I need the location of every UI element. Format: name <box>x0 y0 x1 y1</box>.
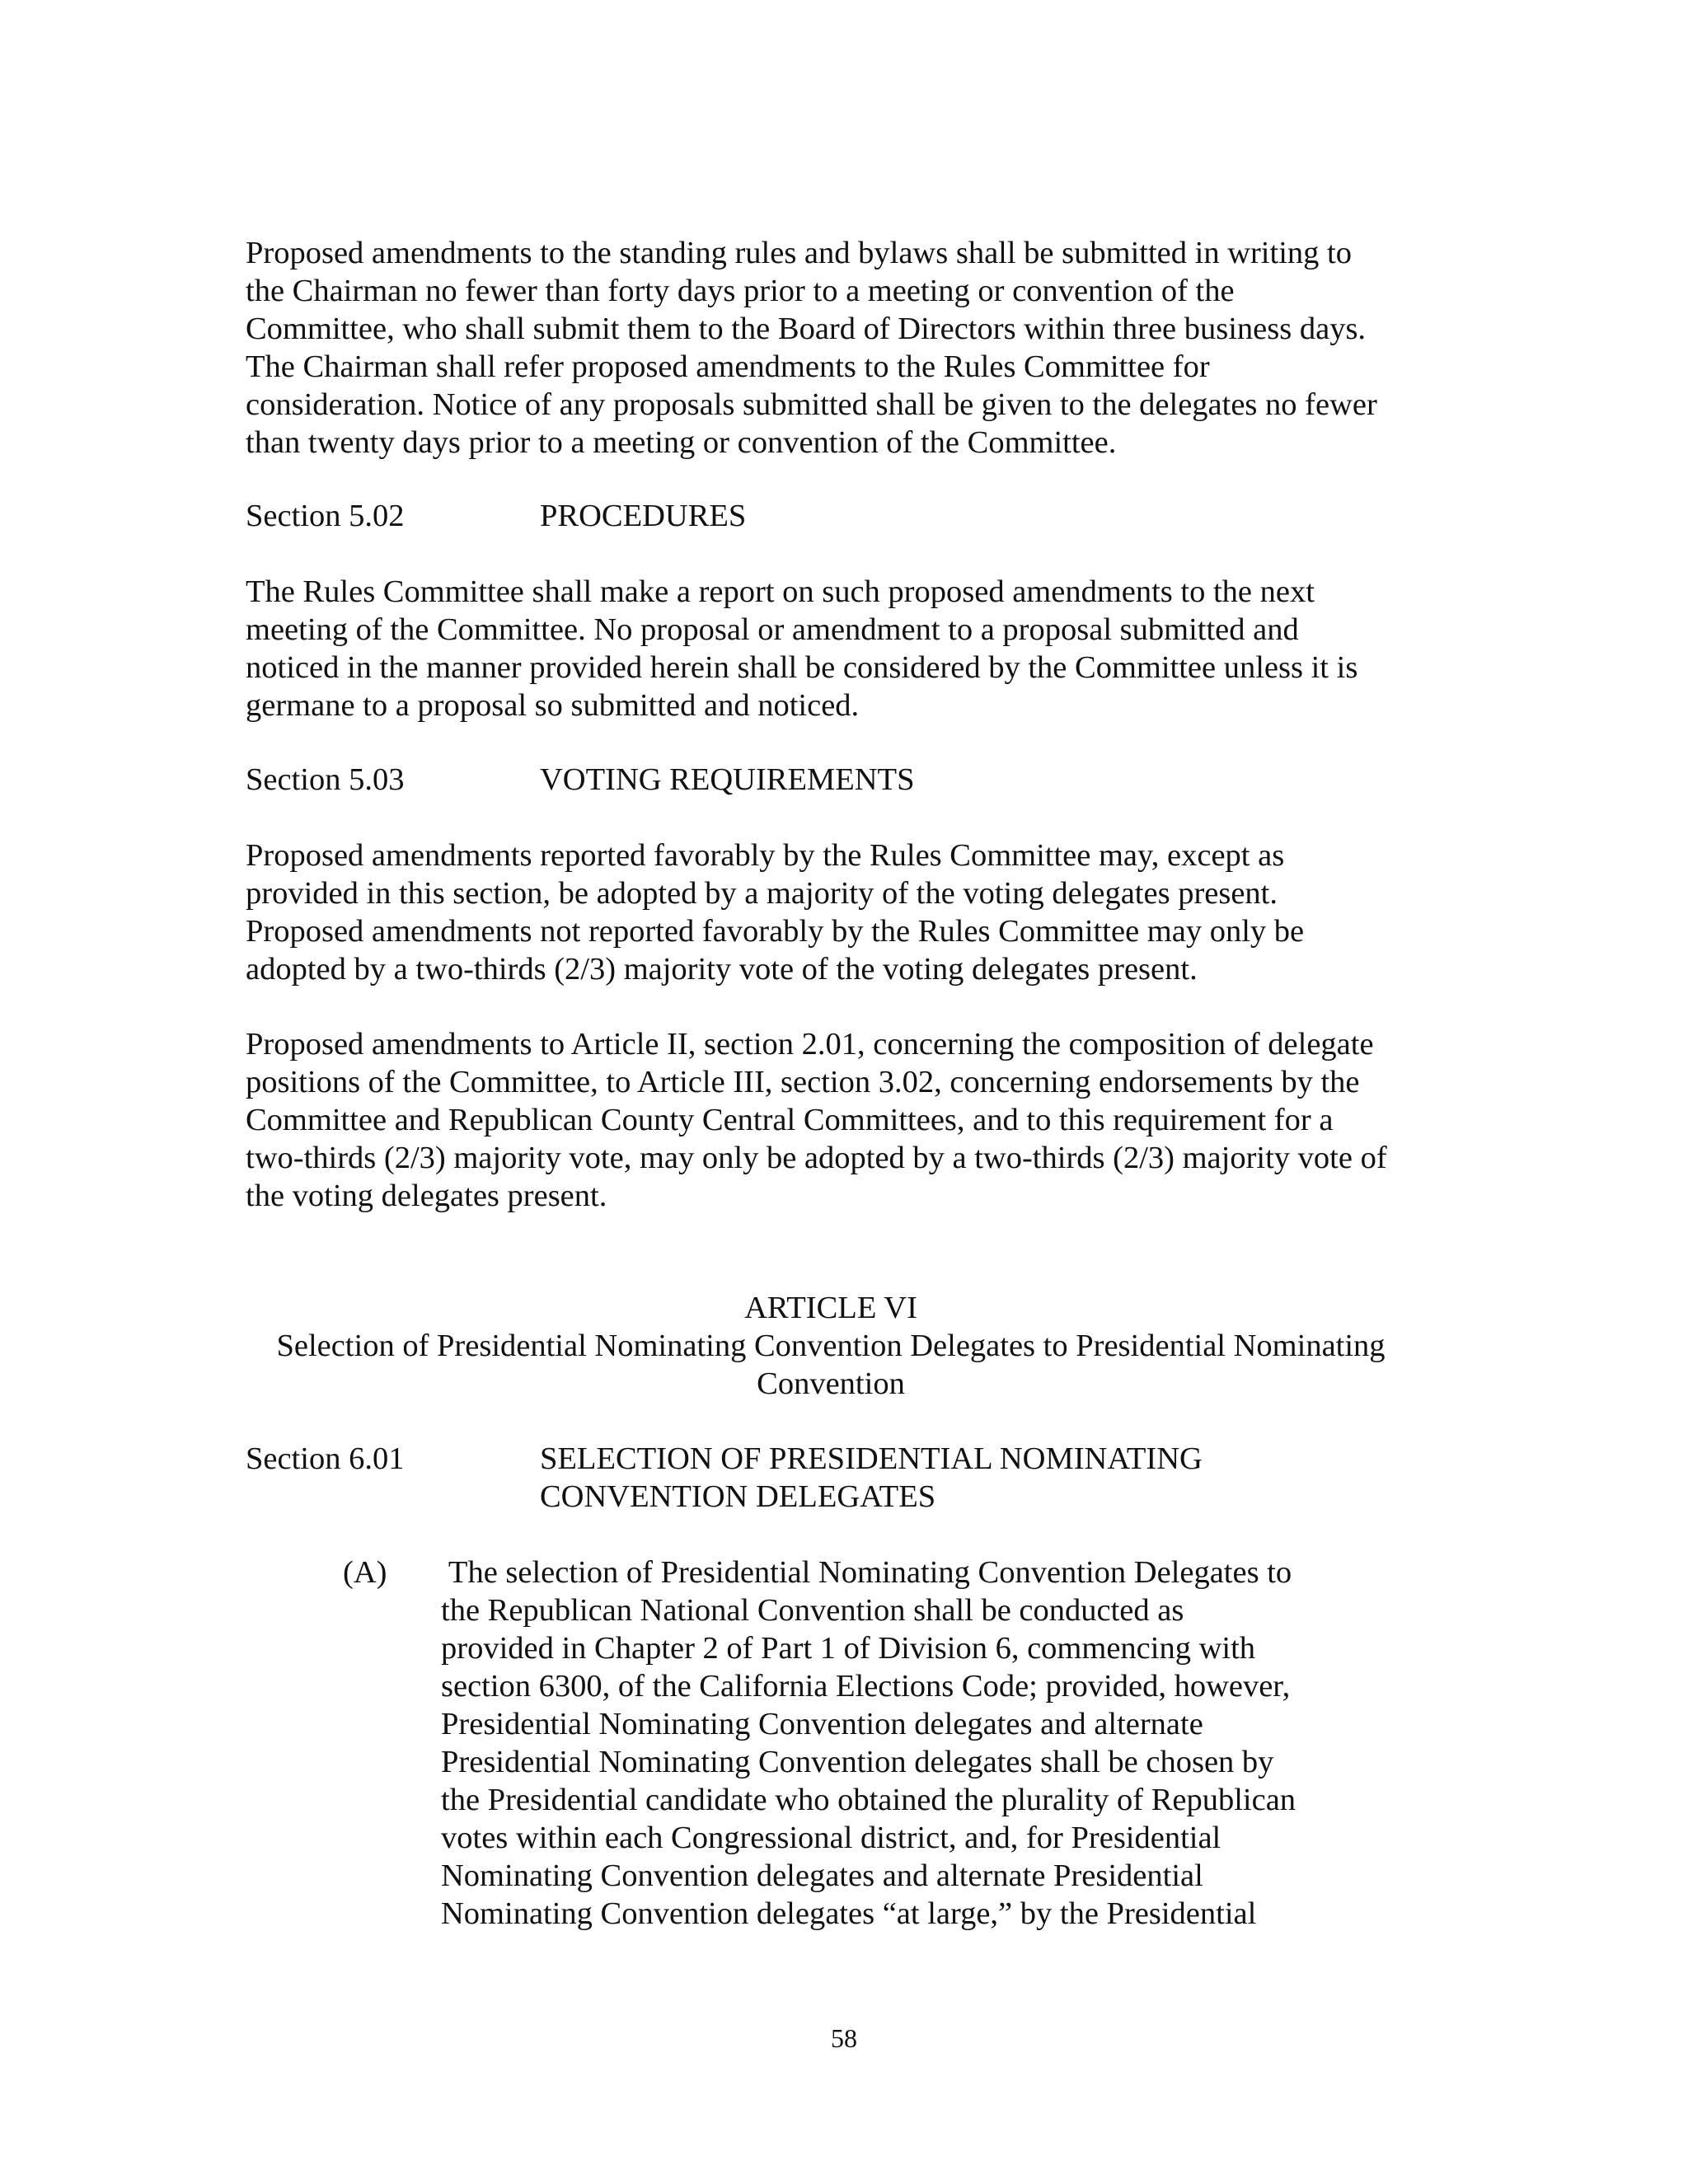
intro-line: The Chairman shall refer proposed amendments to the Rules Committee for <box>246 349 1210 384</box>
paragraph-line: adopted by a two-thirds (2/3) majority vote of the voting delegates present. <box>246 952 1198 987</box>
item-line: Nominating Convention delegates and alternate Presidential <box>441 1858 1203 1893</box>
intro-line: than twenty days prior to a meeting or convention of the Committee. <box>246 425 1117 460</box>
article-subtitle: Selection of Presidential Nominating Convention Delegates to Presidential Nominating <box>276 1329 1386 1363</box>
section-number: Section 5.02 <box>246 499 405 533</box>
section-number: Section 5.03 <box>246 762 405 797</box>
intro-line: consideration. Notice of any proposals submitted shall be given to the delegates no fewer <box>246 387 1377 422</box>
paragraph-line: germane to a proposal so submitted and noticed. <box>246 688 860 723</box>
item-line: the Presidential candidate who obtained the plurality of Republican <box>441 1783 1296 1817</box>
paragraph-line: noticed in the manner provided herein shall be considered by the Committee unless it is <box>246 650 1358 685</box>
item-line: votes within each Congressional district, and, for Presidential <box>441 1821 1221 1855</box>
item-line: provided in Chapter 2 of Part 1 of Division 6, commencing with <box>441 1631 1256 1666</box>
page-number: 58 <box>831 2023 857 2053</box>
intro-line: Committee, who shall submit them to the Board of Directors within three business days. <box>246 312 1367 346</box>
paragraph-line: provided in this section, be adopted by a majority of the voting delegates present. <box>246 876 1278 911</box>
section-title: PROCEDURES <box>540 499 747 533</box>
item-a-label: (A) <box>343 1555 387 1590</box>
intro-line: the Chairman no fewer than forty days prior to a meeting or convention of the <box>246 274 1235 308</box>
item-line: The selection of Presidential Nominating Convention Delegates to <box>441 1555 1292 1590</box>
section-title-line: SELECTION OF PRESIDENTIAL NOMINATING <box>540 1441 1203 1476</box>
paragraph-line: Proposed amendments reported favorably by the Rules Committee may, except as <box>246 838 1285 873</box>
paragraph-line: positions of the Committee, to Article III, section 3.02, concerning endorsements by the <box>246 1065 1360 1099</box>
article-vi-heading <box>246 1289 1416 1403</box>
section-title <box>540 1440 1203 1516</box>
section-number: Section 6.01 <box>246 1441 405 1476</box>
paragraph-line: meeting of the Committee. No proposal or amendment to a proposal submitted and <box>246 612 1299 647</box>
paragraph-line: Proposed amendments not reported favorably by the Rules Committee may only be <box>246 914 1305 949</box>
intro-line: Proposed amendments to the standing rules and bylaws shall be submitted in writing to <box>246 236 1352 270</box>
article-subtitle: Convention <box>757 1366 905 1401</box>
paragraph-line: The Rules Committee shall make a report on such proposed amendments to the next <box>246 574 1315 609</box>
item-line: section 6300, of the California Elections Code; provided, however, <box>441 1669 1291 1704</box>
item-line: Nominating Convention delegates “at large,” by the Presidential <box>441 1896 1257 1931</box>
section-title: VOTING REQUIREMENTS <box>540 762 915 797</box>
section-5-02-paragraph <box>246 573 1441 724</box>
paragraph-line: Committee and Republican County Central Committees, and to this requirement for a <box>246 1103 1334 1137</box>
item-line: Presidential Nominating Convention delegates and alternate <box>441 1707 1203 1741</box>
item-line: the Republican National Convention shall be conducted as <box>441 1593 1184 1628</box>
paragraph-line: two-thirds (2/3) majority vote, may only be adopted by a two-thirds (2/3) majority vote of <box>246 1141 1387 1175</box>
section-title-line: CONVENTION DELEGATES <box>540 1479 936 1514</box>
article-title: ARTICLE VI <box>744 1291 917 1325</box>
intro-paragraph <box>246 234 1441 462</box>
section-5-03-paragraph-1 <box>246 837 1441 988</box>
section-5-03-paragraph-2 <box>246 1025 1441 1215</box>
item-line: Presidential Nominating Convention delegates shall be chosen by <box>441 1745 1274 1779</box>
paragraph-line: Proposed amendments to Article II, section 2.01, concerning the composition of delegate <box>246 1027 1374 1062</box>
item-a-text <box>441 1554 1296 1933</box>
paragraph-line: the voting delegates present. <box>246 1179 607 1213</box>
